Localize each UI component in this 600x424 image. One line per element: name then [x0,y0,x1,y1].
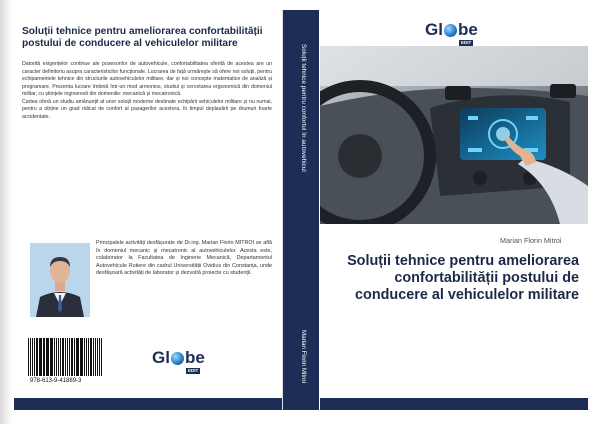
car-dashboard-touchscreen-illustration [320,46,588,224]
globe-icon [444,24,457,37]
front-cover-author: Marian Florin Mitroi [500,236,562,245]
logo-text-left: Gl [152,348,170,367]
barcode [28,338,102,376]
logo-text-left: Gl [425,20,443,39]
spine-title: Soluții tehnice pentru confortul în autovehicul [300,44,307,172]
logo-badge: EDIT [461,40,472,45]
logo-text-right: be [457,20,478,39]
author-photo [30,243,90,317]
author-bio: Principalele activități desfășurate de Dr.ing. Marian Florin MITROI se află în domeniul mecanic și mecatronic al autovehiculelor. Acesta este, colaborator la Facultatea de Inginerie Mecanică, Departamentul Autovehicule Rutiere din cadrul Universității Ovidius din Constanța, unde desfășoară activități de laborator și dezvoltă proiecte cu studenții. [96,240,272,277]
cover-image [320,46,588,224]
front-cover-title: Soluții tehnice pentru ameliorarea confortabilității postului de conducere al vehiculelor militare [347,253,579,303]
description-paragraph: Datorită exigențelor continue ale posesorilor de autovehicule, confortabilitatea oferită de acestea are un caracter definitoriu asupra caracteristicilor funcționale. Lucrarea de față urmărește să ofere noi soluții, pentru echipamentele tehnice din structurile autovehiculelor militare, dar și noi concepte matematice de analiză și programare. Prezenta lucrare îmbină într-un mod armonios, studiul și cercetarea ergonomică din domeniul militar, cu științele ingineresti din domeniile: mecanică și mecatronică. [22,61,272,97]
publisher-logo-front [425,20,478,45]
logo-badge: EDIT [188,368,199,373]
back-cover-description [22,61,272,121]
globe-icon [171,352,184,365]
page-shadow [0,0,12,424]
author-portrait-icon [30,243,90,317]
description-paragraph: Cartea oferă un studiu amănunțit al unor soluții moderne destinate echipării vehiculelor militare și nu numai, pentru a obține un grad ridicat de confort al pasagerilor acestora, în timpul deplasării pe drumuri foarte accidentate. [22,98,272,120]
isbn-number: 978-613-9-41889-3 [30,378,82,384]
logo-text-right: be [184,348,205,367]
front-cover-bottom-bar [320,398,588,410]
back-cover-bottom-bar [14,398,282,410]
publisher-logo-back [152,348,205,373]
back-cover-title: Soluții tehnice pentru ameliorarea confortabilității postului de conducere al vehiculelor militare [22,26,263,49]
spine-author: Marian Florin Mitroi [300,330,307,383]
